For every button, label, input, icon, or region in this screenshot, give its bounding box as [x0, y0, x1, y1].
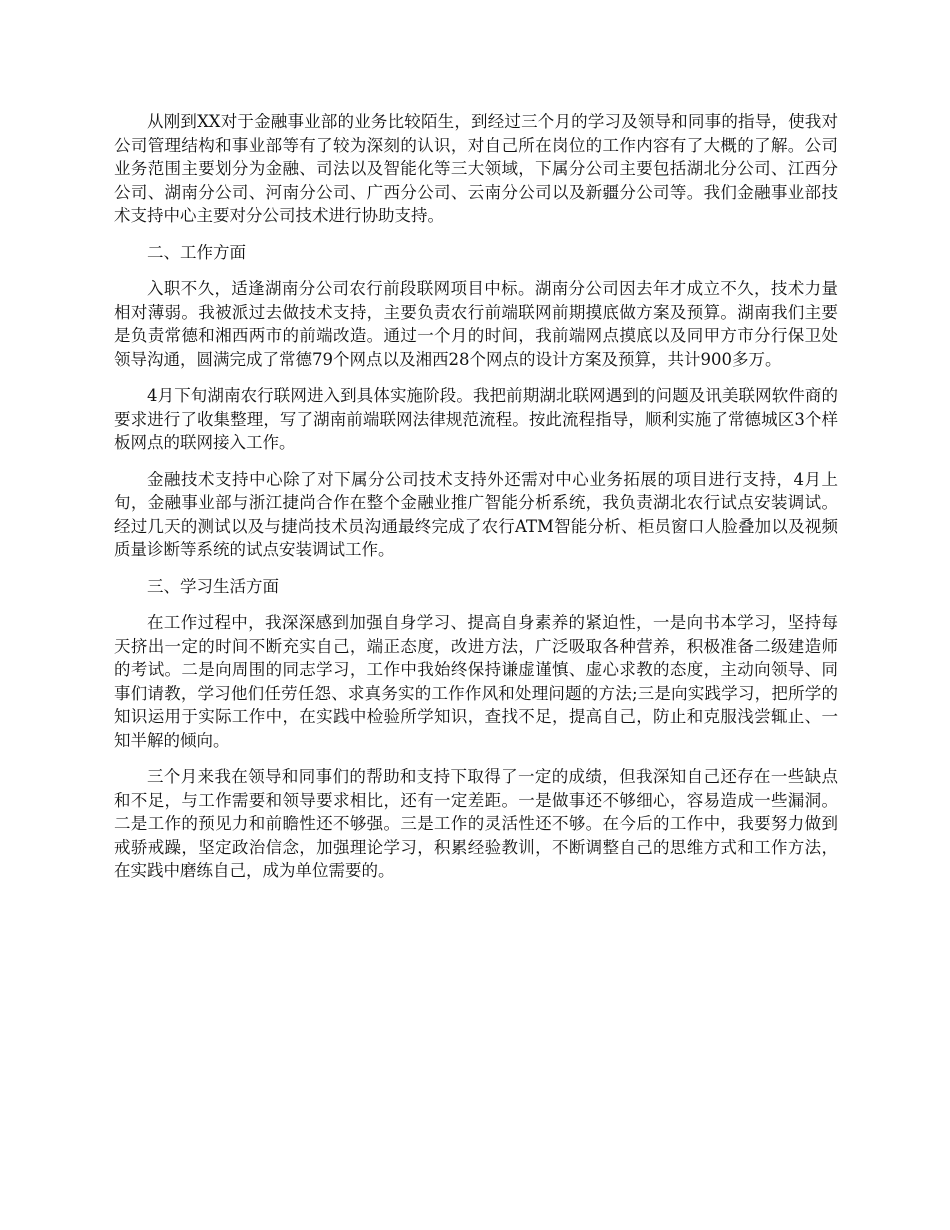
paragraph-study: 在工作过程中，我深深感到加强自身学习、提高自身素养的紧迫性，一是向书本学习，坚持每天挤出一定的时间不断充实自己，端正态度，改进方法，广泛吸取各种营养，积极准备二级建造师的考试。二是向周围的同志学习，工作中我始终保持谦虚谨慎、虚心求教的态度，主动向领导、同事们请教，学习他们任劳任怨、求真务实的工作作风和处理问题的方法;三是向实践学习，把所学的知识运用于实际工作中，在实践中检验所学知识，查找不足，提高自己，防止和克服浅尝辄止、一知半解的倾向。 — [114, 613, 838, 750]
paragraph-intro: 从刚到XX对于金融事业部的业务比较陌生，到经过三个月的学习及领导和同事的指导，使我对公司管理结构和事业部等有了较为深刻的认识，对自己所在岗位的工作内容有了大概的了解。公司业务范围主要划分为金融、司法以及智能化等三大领域，下属分公司主要包括湖北分公司、江西分公司、湖南分公司、河南分公司、广西分公司、云南分公司以及新疆分公司等。我们金融事业部技术支持中心主要对分公司技术进行协助支持。 — [114, 112, 838, 225]
section-heading-work: 二、工作方面 — [147, 242, 246, 262]
paragraph-summary: 三个月来我在领导和同事们的帮助和支持下取得了一定的成绩，但我深知自己还存在一些缺点和不足，与工作需要和领导要求相比，还有一定差距。一是做事还不够细心，容易造成一些漏洞。二是工作的预见力和前瞻性还不够强。三是工作的灵活性还不够。在今后的工作中，我要努力做到戒骄戒躁，坚定政治信念，加强理论学习，积累经验教训，不断调整自己的思维方式和工作方法，在实践中磨练自己，成为单位需要的。 — [114, 767, 838, 880]
paragraph-work-support-center: 金融技术支持中心除了对下属分公司技术支持外还需对中心业务拓展的项目进行支持，4月上旬，金融事业部与浙江捷尚合作在整个金融业推广智能分析系统，我负责湖北农行试点安装调试。经过几天的测试以及与捷尚技术员沟通最终完成了农行ATM智能分析、柜员窗口人脸叠加以及视频质量诊断等系统的试点安装调试工作。 — [114, 469, 838, 559]
paragraph-work-april-late: 4月下旬湖南农行联网进入到具体实施阶段。我把前期湖北联网遇到的问题及讯美联网软件商的要求进行了收集整理，写了湖南前端联网法律规范流程。按此流程指导，顺利实施了常德城区3个样板网点的联网接入工作。 — [114, 386, 838, 452]
document-body — [114, 110, 838, 896]
paragraph-work-hunan: 入职不久，适逢湖南分公司农行前段联网项目中标。湖南分公司因去年才成立不久，技术力量相对薄弱。我被派过去做技术支持，主要负责农行前端联网前期摸底做方案及预算。湖南我们主要是负责常德和湘西两市的前端改造。通过一个月的时间，我前端网点摸底以及同甲方市分行保卫处领导沟通，圆满完成了常德79个网点以及湘西28个网点的设计方案及预算，共计900多万。 — [114, 279, 838, 369]
section-heading-study-life: 三、学习生活方面 — [147, 576, 279, 596]
